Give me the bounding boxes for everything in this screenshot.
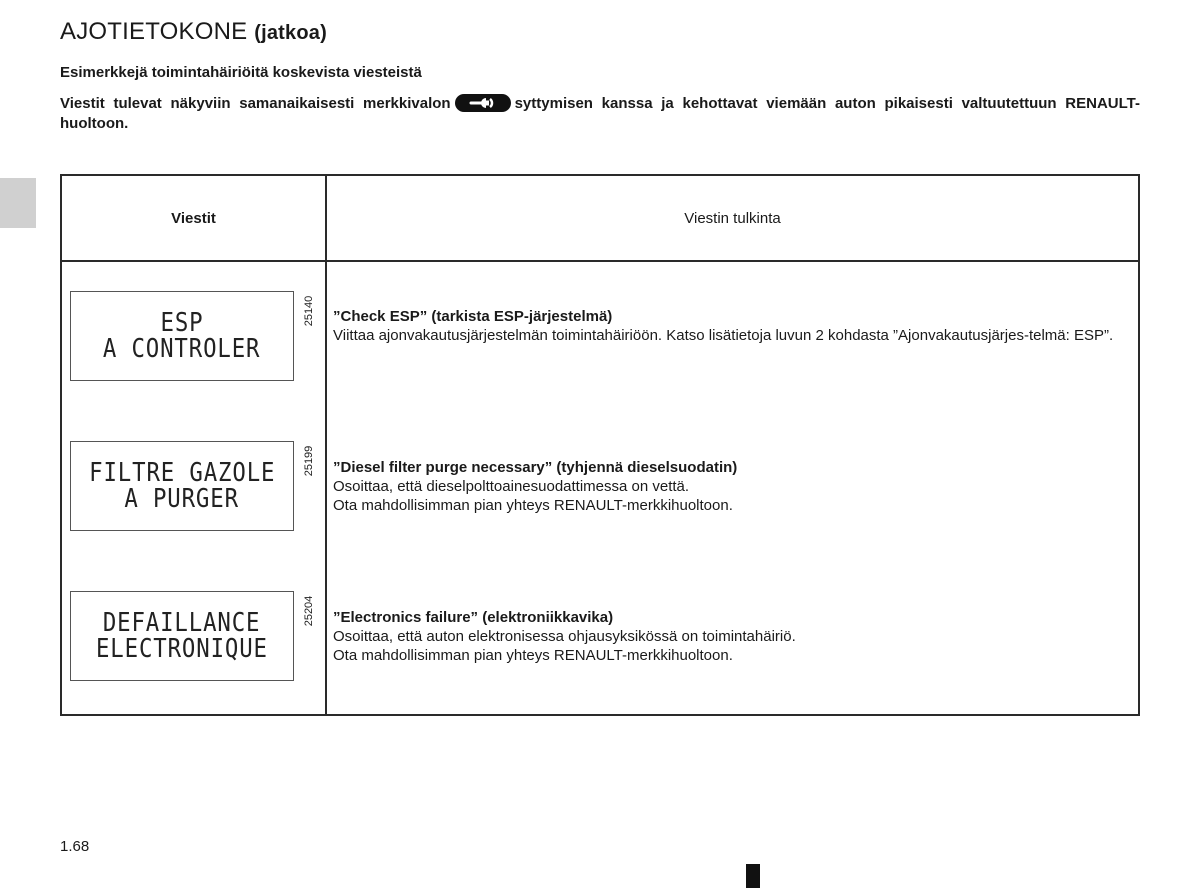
message-title: ”Check ESP” (tarkista ESP-järjestelmä) <box>333 308 613 325</box>
display-screen-filter <box>70 441 294 531</box>
header-messages: Viestit <box>61 175 326 261</box>
message-description <box>333 458 1132 515</box>
message-body: Osoittaa, että dieselpolttoainesuodattimessa on vettä. <box>333 478 690 495</box>
display-line-2: ELECTRONIQUE <box>96 634 268 664</box>
intro-text-before: Viestit tulevat näkyviin samanaikaisesti merkkivalon <box>60 95 451 112</box>
table-header-row <box>61 175 1139 261</box>
intro-text-after: syttymisen kanssa ja kehottavat viemään auton pikaisesti valtuutettuun RENAULT-huoltoon. <box>60 95 1140 132</box>
message-body-2: Ota mahdollisimman pian yhteys RENAULT-merkkihuoltoon. <box>333 497 733 514</box>
message-body-2: Ota mahdollisimman pian yhteys RENAULT-merkkihuoltoon. <box>333 647 733 664</box>
display-line-1: DEFAILLANCE <box>103 608 261 638</box>
title-suffix: (jatkoa) <box>254 22 327 44</box>
section-subheading: Esimerkkejä toimintahäiriöitä koskevista viesteistä <box>60 64 422 81</box>
message-title: ”Electronics failure” (elektroniikkavika) <box>333 609 614 626</box>
display-screen-esp <box>70 291 294 381</box>
intro-paragraph <box>60 94 1140 134</box>
title-main: AJOTIETOKONE <box>60 18 248 45</box>
display-line-1: FILTRE GAZOLE <box>88 458 276 488</box>
message-body: Osoittaa, että auton elektronisessa ohjausyksikössä on toimintahäiriö. <box>333 628 796 645</box>
chapter-tab <box>0 178 36 228</box>
reference-code: 25140 <box>303 295 315 327</box>
wrench-warning-light-icon <box>455 94 511 112</box>
message-title: ”Diesel filter purge necessary” (tyhjennä dieselsuodatin) <box>333 459 738 476</box>
display-screen-electronics <box>70 591 294 681</box>
description-cell <box>326 261 1139 715</box>
reference-code: 25199 <box>303 445 315 477</box>
message-description <box>333 608 1132 665</box>
message-description <box>333 307 1132 345</box>
table-row <box>61 261 1139 715</box>
display-line-2: A CONTROLER <box>103 334 261 364</box>
reference-code: 25204 <box>303 595 315 627</box>
page-edge-marker <box>746 864 760 888</box>
display-line-1: ESP <box>160 308 204 338</box>
header-interpretation: Viestin tulkinta <box>326 175 1139 261</box>
display-line-2: A PURGER <box>124 484 240 514</box>
message-body: Viittaa ajonvakautusjärjestelmän toimintahäiriöön. Katso lisätietoja luvun 2 kohdasta ”Ajonvakautusjärjes-telmä: ESP”. <box>333 327 1114 344</box>
page-title <box>60 18 327 46</box>
messages-table <box>60 174 1140 716</box>
display-cell <box>61 261 326 715</box>
page-number: 1.68 <box>60 838 90 855</box>
